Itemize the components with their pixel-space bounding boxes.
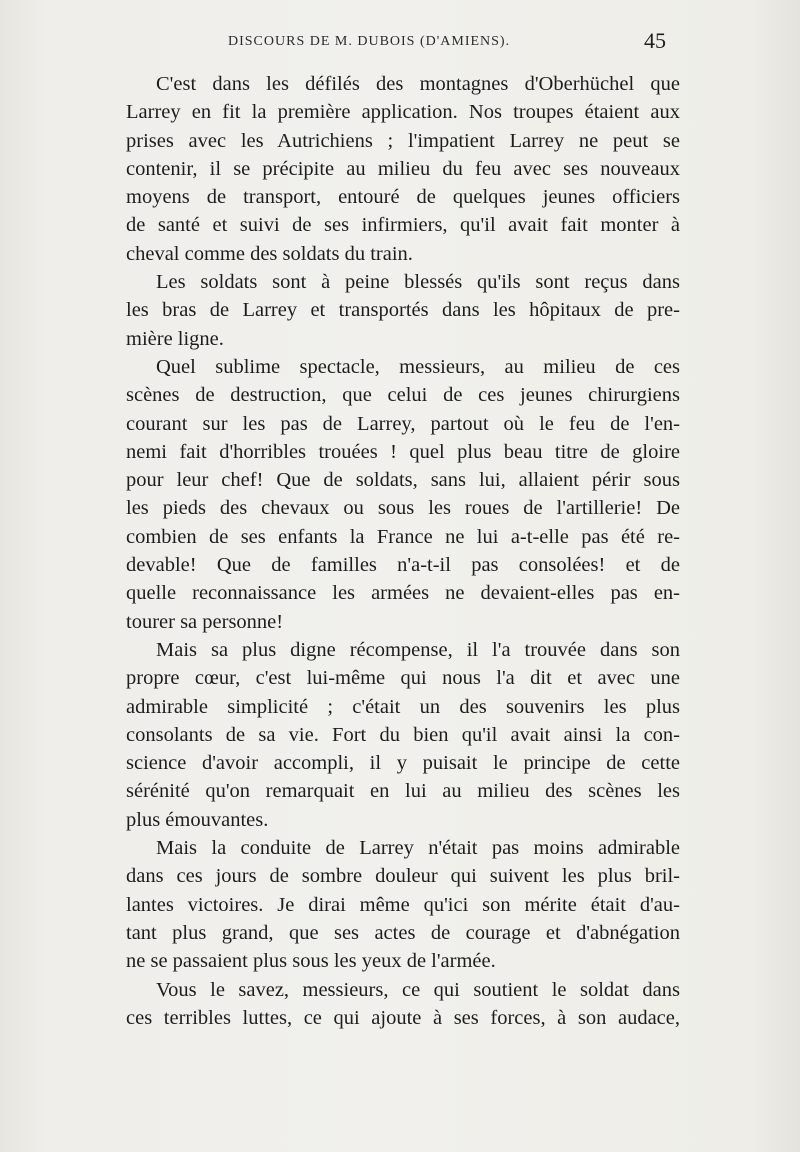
running-title: DISCOURS DE M. DUBOIS (D'AMIENS). — [228, 34, 511, 49]
text-line: sérénité qu'on remarquait en lui au milieu des scènes les — [126, 780, 680, 803]
text-line: consolants de sa vie. Fort du bien qu'il avait ainsi la con- — [126, 723, 680, 746]
text-line: C'est dans les défilés des montagnes d'Oberhüchel que — [156, 73, 680, 95]
text-line: tourer sa personne! — [126, 610, 284, 633]
text-line: nemi fait d'horribles trouées ! quel plus beau titre de gloire — [126, 440, 680, 463]
text-line: combien de ses enfants la France ne lui a-t-elle pas été re- — [126, 525, 680, 548]
text-line: les pieds des chevaux ou sous les roues de l'artillerie! De — [126, 497, 680, 520]
text-line: plus émouvantes. — [126, 808, 269, 831]
text-line: Mais sa plus digne récompense, il l'a trouvée dans son — [156, 638, 680, 661]
text-line: courant sur les pas de Larrey, partout où le feu de l'en- — [126, 412, 680, 435]
text-line: moyens de transport, entouré de quelques jeunes officiers — [126, 186, 680, 209]
text-line: les bras de Larrey et transportés dans les hôpitaux de pre- — [126, 299, 680, 322]
text-line: Vous le savez, messieurs, ce qui soutient le soldat dans — [156, 978, 680, 1001]
page-header — [0, 28, 800, 58]
text-line: cheval comme des soldats du train. — [126, 242, 413, 265]
text-line: science d'avoir accompli, il y puisait le principe de cette — [126, 752, 680, 775]
page-number: 45 — [644, 28, 666, 53]
text-line: ces terribles luttes, ce qui ajoute à ses forces, à son audace, — [126, 1006, 680, 1029]
text-line: de santé et suivi de ses infirmiers, qu'il avait fait monter à — [126, 214, 680, 237]
text-line: pour leur chef! Que de soldats, sans lui, allaient périr sous — [126, 469, 680, 492]
text-line: scènes de destruction, que celui de ces jeunes chirurgiens — [126, 384, 680, 407]
text-line: Mais la conduite de Larrey n'était pas moins admirable — [156, 837, 680, 860]
text-line: admirable simplicité ; c'était un des souvenirs les plus — [126, 695, 680, 718]
text-line: quelle reconnaissance les armées ne devaient-elles pas en- — [126, 582, 680, 605]
text-line: Les soldats sont à peine blessés qu'ils sont reçus dans — [156, 271, 680, 294]
text-line: prises avec les Autrichiens ; l'impatient Larrey ne peut se — [126, 129, 680, 152]
text-line: mière ligne. — [126, 327, 224, 350]
text-line: lantes victoires. Je dirai même qu'ici son mérite était d'au- — [126, 893, 680, 916]
text-line: tant plus grand, que ses actes de courage et d'abnégation — [126, 921, 680, 944]
text-line: contenir, il se précipite au milieu du feu avec ses nouveaux — [126, 157, 680, 180]
text-line: dans ces jours de sombre douleur qui suivent les plus bril- — [126, 865, 680, 888]
text-line: Larrey en fit la première application. Nos troupes étaient aux — [126, 101, 680, 124]
text-line: ne se passaient plus sous les yeux de l'armée. — [126, 950, 496, 973]
text-line: Quel sublime spectacle, messieurs, au milieu de ces — [156, 355, 680, 378]
text-line: devable! Que de familles n'a-t-il pas consolées! et de — [126, 554, 680, 577]
body-text — [126, 70, 680, 1032]
text-line: propre cœur, c'est lui-même qui nous l'a dit et avec une — [126, 667, 680, 690]
